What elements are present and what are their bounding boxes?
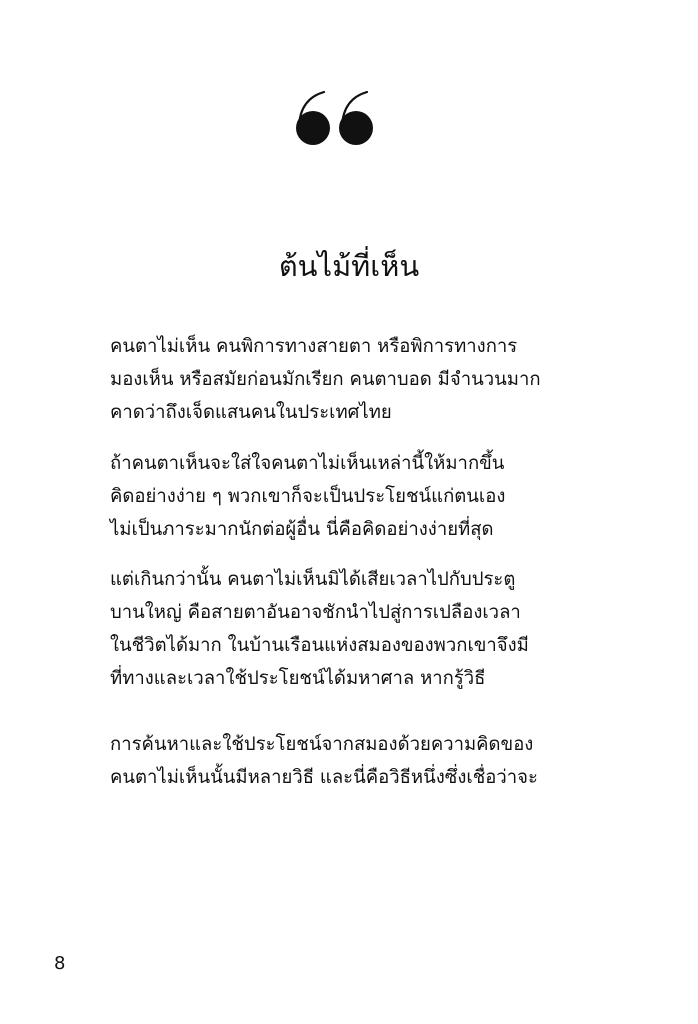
paragraph-line: การค้นหาและใช้ประโยชน์จากสมองด้วยความคิดของ xyxy=(110,734,534,755)
paragraph-line: คนตาไม่เห็นนั้นมีหลายวิธี และนี่คือวิธีหนึ่งซึ่งเชื่อว่าจะ xyxy=(110,767,538,788)
page-number: 8 xyxy=(54,953,66,974)
opening-quotation-mark-icon xyxy=(294,88,378,150)
paragraph-1 xyxy=(110,330,580,429)
paragraph-line: มองเห็น หรือสมัยก่อนมักเรียก คนตาบอด มีจำนวนมาก xyxy=(110,369,541,390)
paragraph-line: บานใหญ่ คือสายตาอันอาจชักนำไปสู่การเปลืองเวลา xyxy=(110,602,521,623)
paragraph-line: ในชีวิตได้มาก ในบ้านเรือนแห่งสมองของพวกเขาจึงมี xyxy=(110,635,529,656)
paragraph-3 xyxy=(110,563,580,695)
paragraph-line: คนตาไม่เห็น คนพิการทางสายตา หรือพิการทางการ xyxy=(110,336,518,357)
paragraph-line: ถ้าคนตาเห็นจะใส่ใจคนตาไม่เห็นเหล่านี้ให้มากขึ้น xyxy=(110,453,505,474)
paragraph-line: ที่ทางและเวลาใช้ประโยชน์ได้มหาศาล หากรู้วิธี xyxy=(110,668,486,689)
page-title: ต้นไม้ที่เห็น xyxy=(278,249,420,283)
paragraph-line: แต่เกินกว่านั้น คนตาไม่เห็นมิได้เสียเวลาไปกับประตู xyxy=(110,569,516,590)
paragraph-line: คิดอย่างง่าย ๆ พวกเขาก็จะเป็นประโยชน์แก่ตนเอง xyxy=(110,486,506,507)
paragraph-2 xyxy=(110,447,580,546)
paragraph-line: คาดว่าถึงเจ็ดแสนคนในประเทศไทย xyxy=(110,402,392,423)
paragraph-4 xyxy=(110,728,580,794)
paragraph-line: ไม่เป็นภาระมากนักต่อผู้อื่น นี่คือคิดอย่างง่ายที่สุด xyxy=(110,519,494,540)
